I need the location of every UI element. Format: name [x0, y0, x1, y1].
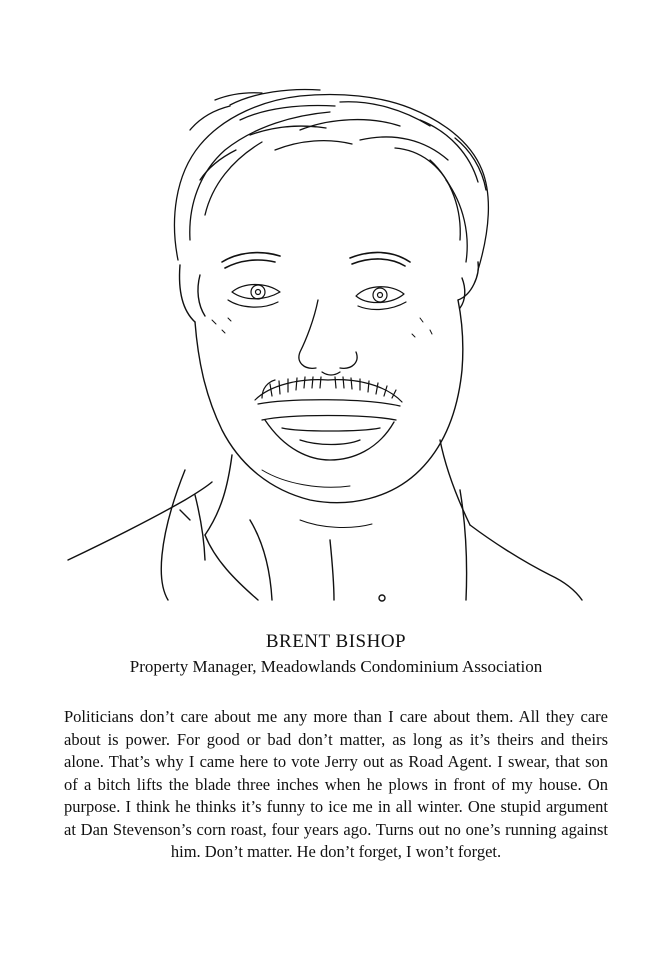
quote-text: Politicians don’t care about me any more than I care about them. All they care about is power. For good or bad don’t matter, as long as it’s theirs and theirs alone. That’s why I came here to vote Jerry out as Road Agent. I swear, that son of a bitch lifts the blade three inches when he plows in front of my house. On purpose. I think he thinks it’s funny to ice me in all winter. One stupid argument at Dan Stevenson’s corn roast, four years ago. Turns out no one’s running against him. Don’t matter. He don’t forget, I won’t forget.	[64, 707, 608, 861]
caption	[60, 630, 612, 678]
shirt	[68, 440, 582, 601]
face-outline	[180, 262, 479, 503]
nose	[299, 300, 357, 375]
person-role: Property Manager, Meadowlands Condominium Association	[129, 657, 543, 676]
face-details	[212, 318, 432, 527]
person-name: BRENT BISHOP	[265, 631, 407, 652]
hair	[174, 90, 488, 270]
mouth	[262, 416, 396, 461]
eyebrows	[222, 252, 410, 268]
mustache	[255, 377, 402, 406]
